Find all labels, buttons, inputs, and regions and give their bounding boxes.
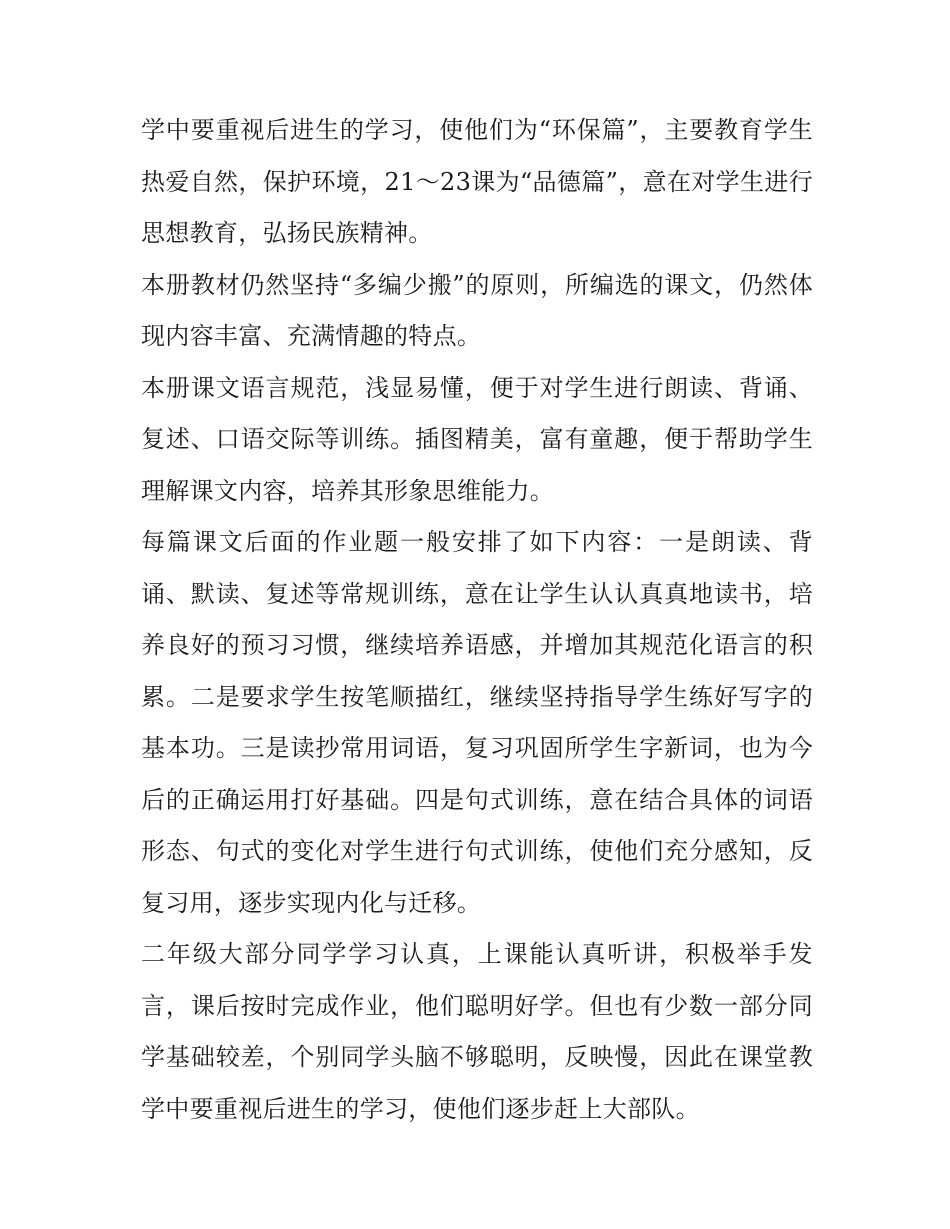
paragraph-3: 本册课文语言规范，浅显易懂，便于对学生进行朗读、背诵、复述、口语交际等训练。插图精美，富有童趣，便于帮助学生理解课文内容，培养其形象思维能力。 [141,373,813,505]
paragraph-2: 本册教材仍然坚持“多编少搬”的原则，所编选的课文，仍然体现内容丰富、充满情趣的特点。 [141,270,813,350]
paragraph-5: 二年级大部分同学学习认真，上课能认真听讲，积极举手发言，课后按时完成作业，他们聪明好学。但也有少数一部分同学基础较差，个别同学头脑不够聪明，反映慢，因此在课堂教学中要重视后进生的学习，使他们逐步赶上大部队。 [141,940,813,1123]
paragraph-1: 学中要重视后进生的学习，使他们为“环保篇”，主要教育学生热爱自然，保护环境，21～23课为“品德篇”，意在对学生进行思想教育，弘扬民族精神。 [141,116,813,247]
document-body [141,105,813,1135]
paragraph-4: 每篇课文后面的作业题一般安排了如下内容：一是朗读、背诵、默读、复述等常规训练，意在让学生认认真真地读书，培养良好的预习习惯，继续培养语感，并增加其规范化语言的积累。二是要求学生按笔顺描红，继续坚持指导学生练好写字的基本功。三是读抄常用词语，复习巩固所学生字新词，也为今后的正确运用打好基础。四是句式训练，意在结合具体的词语形态、句式的变化对学生进行句式训练，使他们充分感知，反复习用，逐步实现内化与迁移。 [141,528,813,917]
